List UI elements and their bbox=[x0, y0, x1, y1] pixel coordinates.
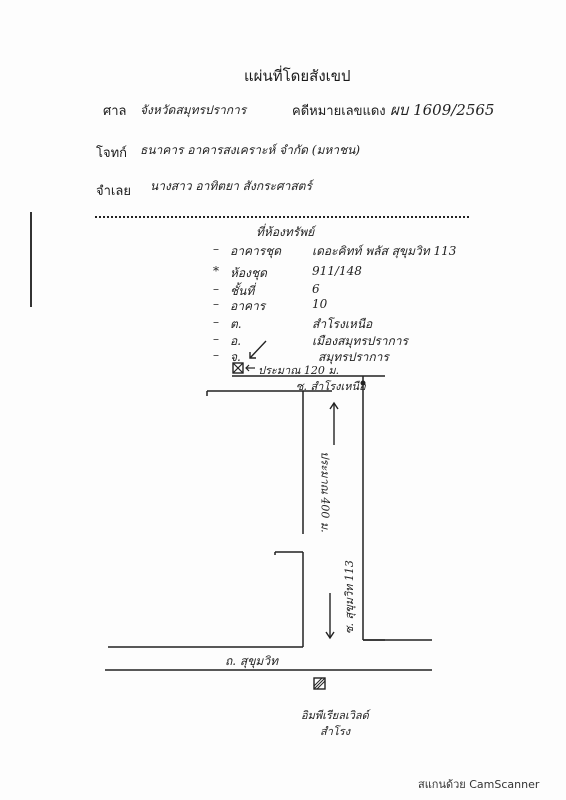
row-value: 911/148 bbox=[312, 264, 362, 278]
case-number: ผบ 1609/2565 bbox=[390, 101, 495, 119]
court-value: จังหวัดสมุทรปราการ bbox=[140, 103, 247, 117]
row-marker: * bbox=[213, 264, 219, 278]
case-label: คดีหมายเลขแดง bbox=[292, 104, 386, 119]
defendant-label: จำเลย bbox=[96, 184, 131, 199]
plaintiff-value: ธนาคาร อาคารสงเคราะห์ จำกัด (มหาชน) bbox=[140, 143, 361, 157]
row-label: อาคาร bbox=[230, 299, 266, 313]
row-label: จ. bbox=[230, 350, 241, 364]
court-label: ศาล bbox=[103, 104, 127, 119]
row-value: เมืองสมุทรปราการ bbox=[312, 334, 408, 348]
row-label: อ. bbox=[230, 334, 242, 348]
landmark-label-line1: อิมพีเรียลเวิลด์ bbox=[301, 709, 369, 722]
row-label: ชั้นที่ bbox=[230, 284, 255, 298]
pointer-arrow bbox=[250, 341, 266, 358]
plaintiff-label: โจทก์ bbox=[96, 146, 128, 161]
row-marker: – bbox=[213, 315, 219, 329]
row-marker: – bbox=[213, 348, 219, 362]
row-marker: – bbox=[213, 242, 219, 256]
scanner-watermark: สแกนด้วย CamScanner bbox=[418, 778, 540, 791]
landmark-label-line2: สำโรง bbox=[320, 725, 351, 738]
main-road-label: ถ. สุขุมวิท bbox=[225, 654, 278, 668]
row-value: สมุทรปราการ bbox=[318, 350, 389, 364]
row-marker: – bbox=[213, 297, 219, 311]
property-heading: ที่ห้องทรัพย์ bbox=[256, 225, 315, 239]
page-title: แผ่นที่โดยสังเขป bbox=[244, 67, 351, 85]
row-value: สำโรงเหนือ bbox=[312, 317, 373, 331]
defendant-value: นางสาว อาทิตยา สังกระศาสตร์ bbox=[150, 179, 312, 193]
row-label: อาคารชุด bbox=[230, 244, 282, 258]
soi-label: ซ. สุขุมวิท 113 bbox=[342, 560, 356, 634]
row-label: ต. bbox=[230, 317, 242, 331]
distance-vertical-label: ประมาณ 400 ม. bbox=[318, 451, 332, 533]
row-value: เดอะคิทท์ พลัส สุขุมวิท 113 bbox=[312, 244, 457, 258]
row-label: ห้องชุด bbox=[230, 266, 267, 280]
distance-top-label: ประมาณ 120 ม. bbox=[258, 364, 340, 377]
row-value: 10 bbox=[312, 297, 328, 311]
row-value: 6 bbox=[312, 282, 320, 296]
row-marker: – bbox=[213, 332, 219, 346]
junction-label: ซ. สำโรงเหนือ bbox=[296, 380, 366, 393]
row-marker: – bbox=[213, 282, 219, 296]
